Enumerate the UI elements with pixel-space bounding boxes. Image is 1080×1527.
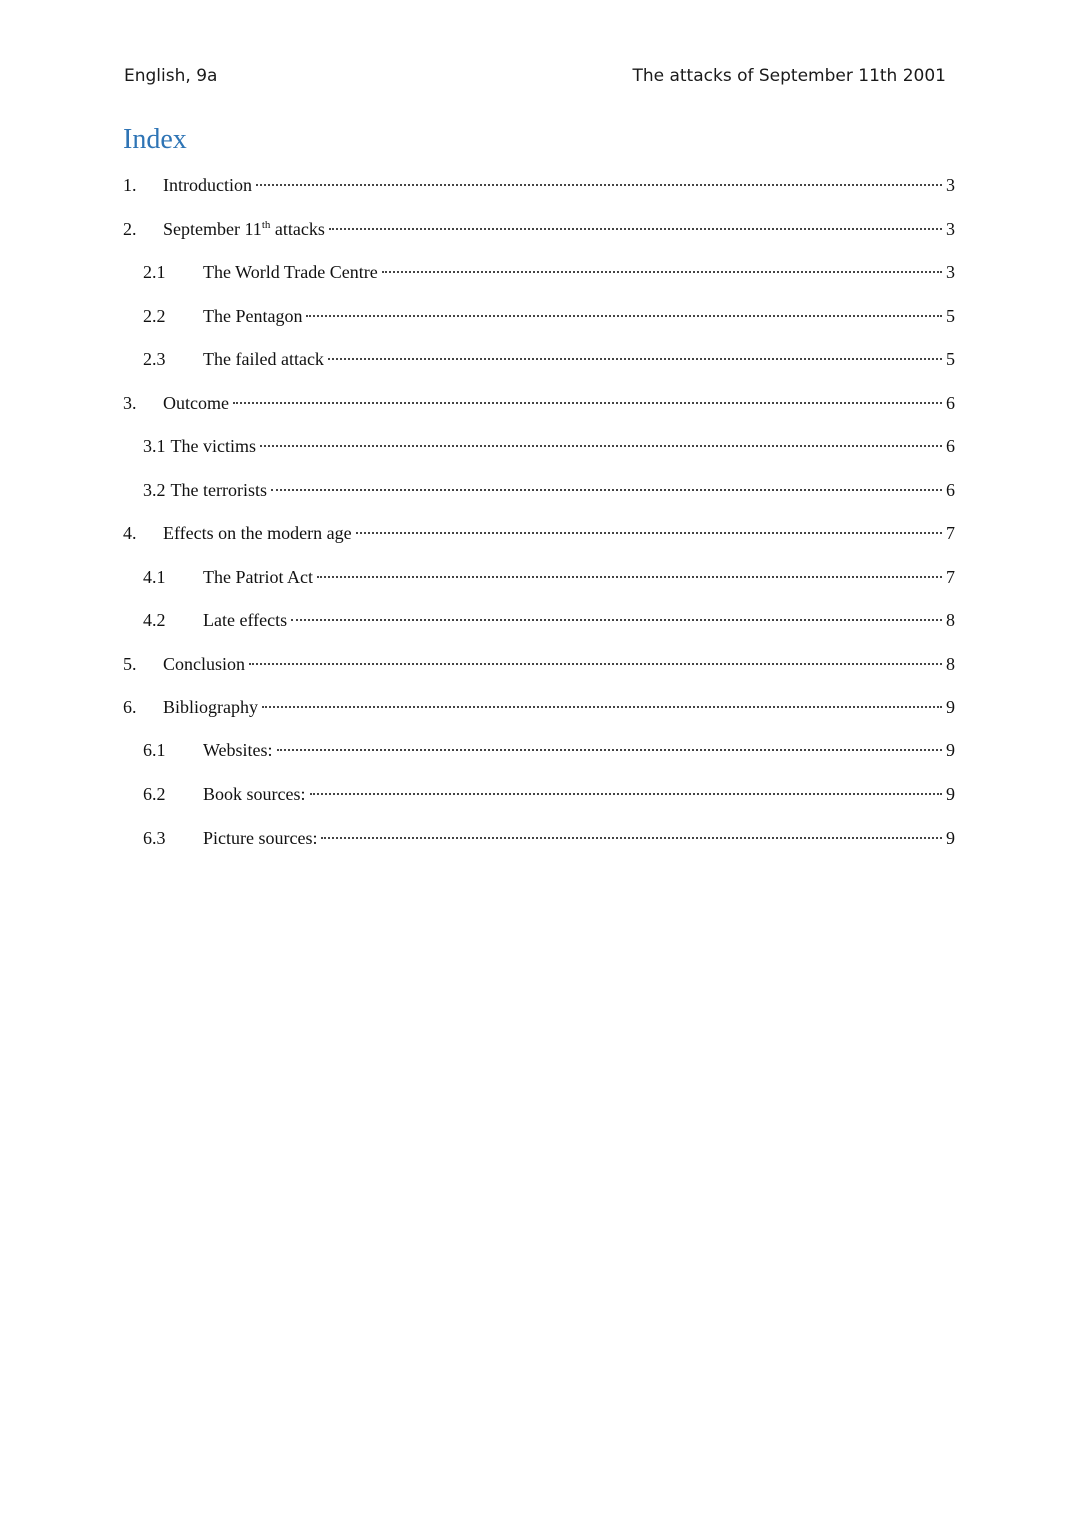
ordinal-superscript: th [261,219,271,231]
dot-leader [291,619,942,621]
toc-entry-title: The World Trade Centre [203,262,378,282]
toc-entry-page: 9 [946,740,955,760]
toc-entry-title: Picture sources: [203,828,318,848]
toc-entry-title: Book sources: [203,784,306,804]
toc-entry-title: Introduction [163,175,252,195]
dot-leader [356,532,942,534]
toc-entry-number: 1. [123,175,137,195]
toc-entry-page: 3 [946,262,955,282]
toc-entry-late-effects[interactable] [143,607,955,633]
toc-entry-number: 6. [123,697,137,717]
toc-entry-patriot-act[interactable] [143,564,955,590]
toc-entry-outcome[interactable] [123,390,955,416]
toc-entry-title: The victims [170,436,256,456]
toc-entry-page: 6 [946,436,955,456]
dot-leader [262,706,942,708]
toc-entry-number: 6.3 [143,828,166,848]
toc-entry-title: The Patriot Act [203,567,313,587]
toc-entry-number: 2. [123,219,137,239]
toc-entry-page: 3 [946,175,955,195]
toc-entry-title: Conclusion [163,654,246,674]
toc-entry-failed-attack[interactable] [143,346,955,372]
toc-entry-page: 9 [946,784,955,804]
toc-entry-september-11-attacks[interactable] [123,216,955,242]
dot-leader [382,271,942,273]
dot-leader [310,793,943,795]
toc-entry-number: 2.3 [143,349,166,369]
toc-entry-title: Outcome [163,393,229,413]
toc-entry-victims[interactable] [143,433,955,459]
dot-leader [328,358,942,360]
toc-entry-number: 2.2 [143,306,166,326]
toc-entry-conclusion[interactable] [123,651,955,677]
toc-entry-page: 7 [946,567,955,587]
dot-leader [249,663,942,665]
toc-entry-picture-sources[interactable] [143,825,955,851]
toc-entry-title [163,216,325,242]
toc-entry-effects-modern-age[interactable] [123,520,955,546]
dot-leader [329,228,942,230]
toc-entry-title: Websites: [203,740,273,760]
dot-leader [260,445,942,447]
toc-entry-page: 6 [946,393,955,413]
toc-entry-page: 9 [946,697,955,717]
toc-entry-title-part: September 11 [163,219,262,239]
toc-entry-title: Effects on the modern age [163,523,352,543]
toc-entry-page: 8 [946,610,955,630]
toc-entry-number: 3. [123,393,137,413]
dot-leader [306,315,942,317]
dot-leader [256,184,942,186]
toc-entry-title: Bibliography [163,697,258,717]
toc-entry-page: 9 [946,828,955,848]
toc-entry-title-part: attacks [270,219,325,239]
dot-leader [277,749,942,751]
header-course-label: English, 9a [124,66,218,86]
toc-entry-bibliography[interactable] [123,694,955,720]
toc-entry-page: 3 [946,219,955,239]
toc-entry-world-trade-centre[interactable] [143,259,955,285]
toc-entry-terrorists[interactable] [143,477,955,503]
dot-leader [317,576,942,578]
toc-entry-number: 3.2 [143,480,166,500]
toc-entry-number: 3.1 [143,436,166,456]
toc-entry-number: 2.1 [143,262,166,282]
toc-entry-title: The failed attack [203,349,324,369]
toc-entry-pentagon[interactable] [143,303,955,329]
toc-entry-number: 4. [123,523,137,543]
toc-entry-title: The Pentagon [203,306,303,326]
toc-entry-number: 6.1 [143,740,166,760]
index-heading: Index [123,124,187,155]
toc-entry-page: 5 [946,306,955,326]
dot-leader [321,837,942,839]
dot-leader [233,402,942,404]
toc-entry-page: 6 [946,480,955,500]
dot-leader [271,489,942,491]
toc-entry-introduction[interactable] [123,172,955,198]
toc-entry-page: 7 [946,523,955,543]
toc-entry-number: 4.1 [143,567,166,587]
header-document-title: The attacks of September 11th 2001 [632,66,946,86]
toc-entry-title: Late effects [203,610,288,630]
toc-entry-websites[interactable] [143,737,955,763]
toc-entry-title: The terrorists [170,480,267,500]
toc-entry-number: 5. [123,654,137,674]
toc-entry-page: 5 [946,349,955,369]
toc-entry-book-sources[interactable] [143,781,955,807]
toc-entry-number: 6.2 [143,784,166,804]
toc-entry-page: 8 [946,654,955,674]
toc-entry-number: 4.2 [143,610,166,630]
